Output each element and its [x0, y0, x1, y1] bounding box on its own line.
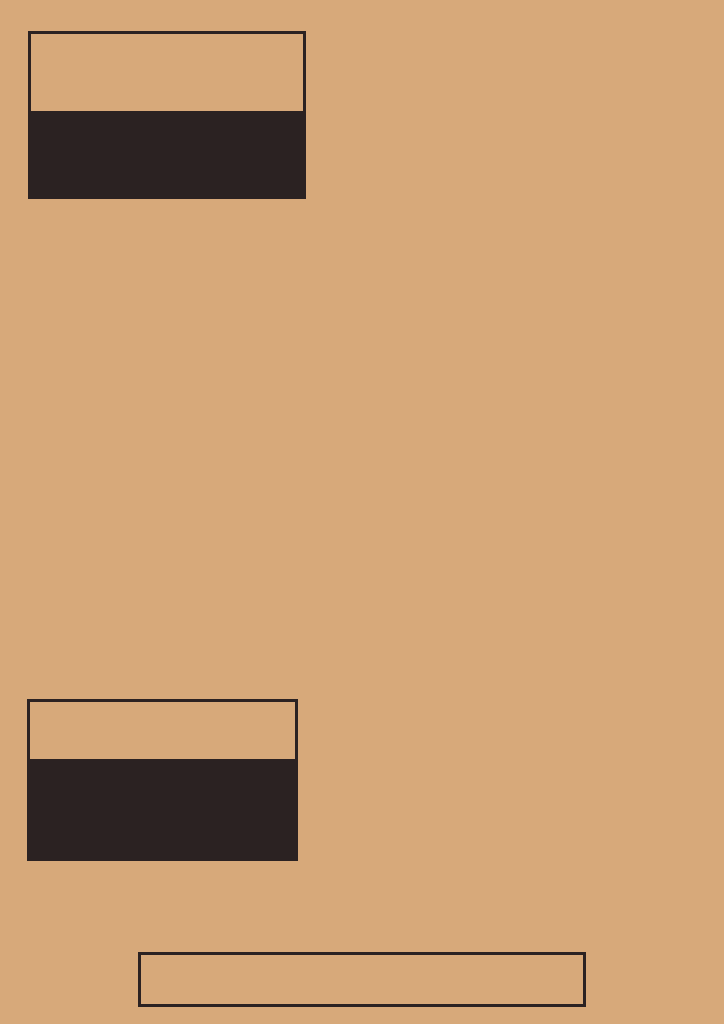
to-share-title — [31, 34, 303, 111]
to-share-header — [28, 31, 306, 199]
to-sweeten-title — [30, 702, 295, 759]
allergen-legend — [138, 952, 586, 1007]
to-sweeten-header — [27, 699, 298, 861]
